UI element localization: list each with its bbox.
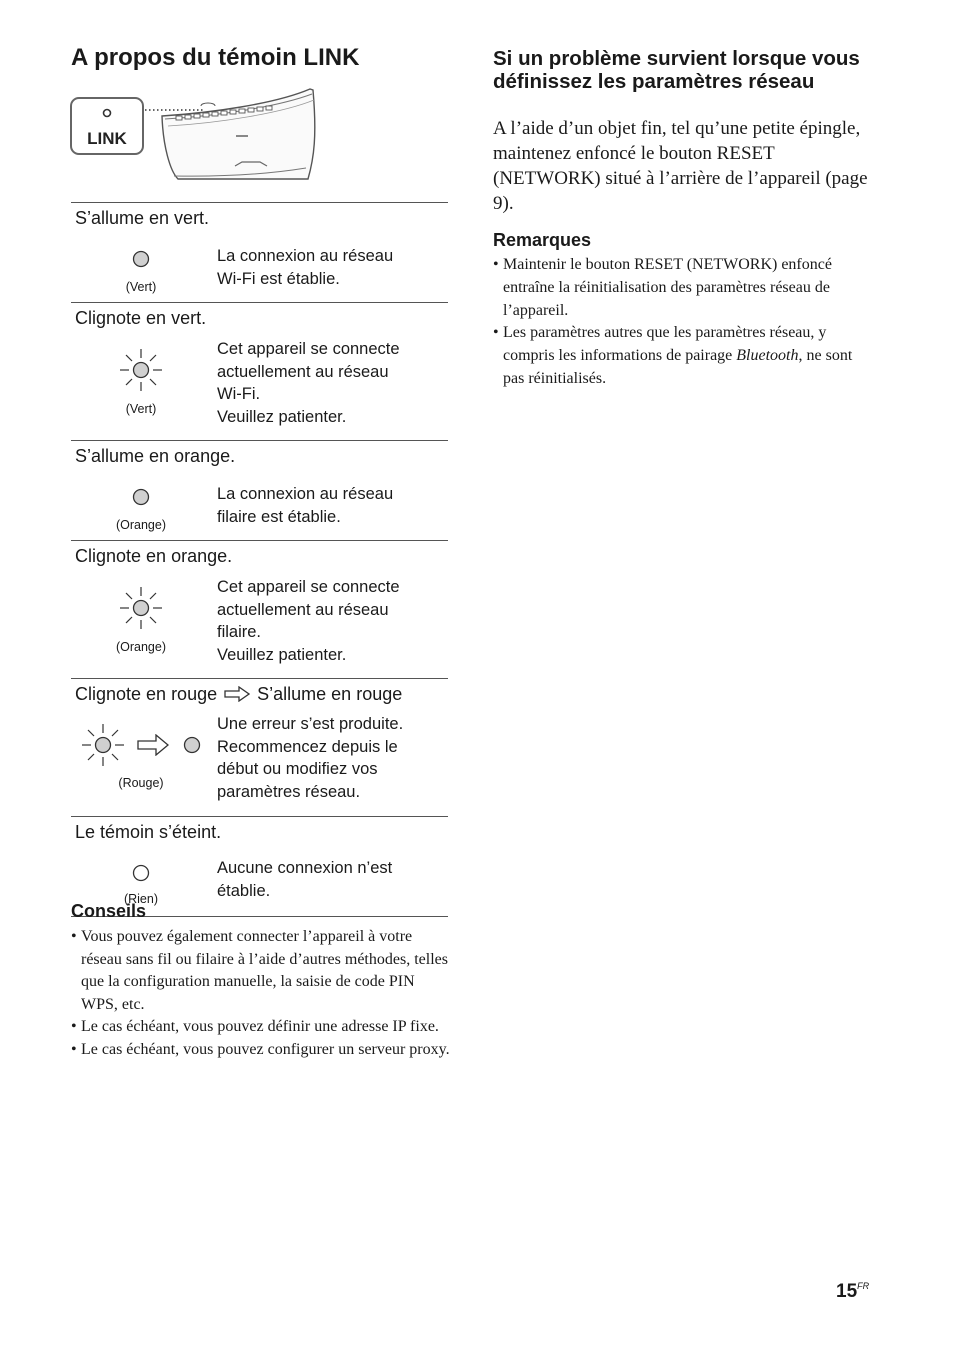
color-label: (Rouge): [118, 776, 164, 790]
led-on-icon: [132, 250, 150, 268]
page-number: $15^{FR}$: [836, 1281, 870, 1302]
state-description: Cet appareil se connecte actuellement au réseau filaire. Veuillez patienter.: [217, 578, 400, 665]
state-description: Aucune connexion n’est établie.: [217, 859, 393, 900]
state-description: La connexion au réseau Wi-Fi est établie.: [217, 247, 394, 288]
state-title: S’allume en orange.: [75, 446, 236, 466]
led-blinking-icon: [81, 723, 125, 767]
list-item: • Le cas échéant, vous pouvez configurer un serveur proxy.: [71, 1039, 451, 1062]
state-description: La connexion au réseau filaire est établie.: [217, 485, 394, 526]
led-blinking-icon: [119, 348, 163, 392]
tips-heading: Conseils: [71, 901, 147, 921]
state-description: Une erreur s’est produite. Recommencez depuis le début ou modifiez vos paramètres réseau.: [217, 715, 404, 802]
state-title: Clignote en rouge S’allume en rouge: [75, 684, 403, 704]
section-title-network-problem: Si un problème survient lorsque vous définissez les paramètres réseau: [493, 47, 860, 93]
notes-list: [493, 254, 873, 391]
led-off-icon: [132, 864, 150, 882]
state-title: Clignote en vert.: [75, 308, 207, 328]
state-blinking-orange: [71, 540, 448, 678]
state-red-error: [71, 678, 448, 816]
arrow-right-icon: [137, 734, 169, 756]
state-blinking-green: [71, 302, 448, 440]
led-on-icon: [183, 736, 201, 754]
color-label: (Rien): [123, 892, 159, 906]
state-description: Cet appareil se connecte actuellement au réseau Wi-Fi. Veuillez patienter.: [217, 340, 400, 427]
state-title: Le témoin s’éteint.: [75, 822, 222, 842]
reset-instructions: A l’aide d’un objet fin, tel qu’une petite épingle, maintenez enfoncé le bouton RESET (NETWORK) situé à l’arrière de l’appareil (page 9).: [493, 118, 868, 214]
led-blinking-icon: [119, 586, 163, 630]
link-led-states-table: [71, 202, 448, 917]
list-item: • Vous pouvez également connecter l’appareil à votre réseau sans fil ou filaire à l’aide d’autres méthodes, telles que la configuration manuelle, la saisie de code PIN WPS, etc.: [71, 926, 451, 1016]
notes-heading: Remarques: [493, 230, 592, 250]
led-on-icon: [132, 488, 150, 506]
state-steady-green: [71, 202, 448, 302]
link-indicator-label: LINK: [87, 129, 127, 148]
color-label: (Orange): [115, 640, 167, 654]
color-label: (Vert): [125, 402, 157, 416]
state-title: S’allume en vert.: [75, 208, 210, 228]
arrow-right-icon: [224, 686, 250, 702]
section-title-link: A propos du témoin LINK: [71, 44, 360, 71]
tips-list: [71, 926, 451, 1062]
color-label: (Vert): [125, 280, 157, 294]
device-illustration: [70, 86, 330, 193]
state-title: Clignote en orange.: [75, 546, 233, 566]
list-item: • Maintenir le bouton RESET (NETWORK) enfoncé entraîne la réinitialisation des paramètres réseau de l’appareil.: [493, 254, 873, 322]
state-steady-orange: [71, 440, 448, 540]
color-label: (Orange): [115, 518, 167, 532]
list-item: • Les paramètres autres que les paramètres réseau, y compris les informations de pairage Bluetooth, ne sont pas réinitialisés.: [493, 322, 873, 390]
list-item: • Le cas échéant, vous pouvez définir une adresse IP fixe.: [71, 1016, 451, 1039]
